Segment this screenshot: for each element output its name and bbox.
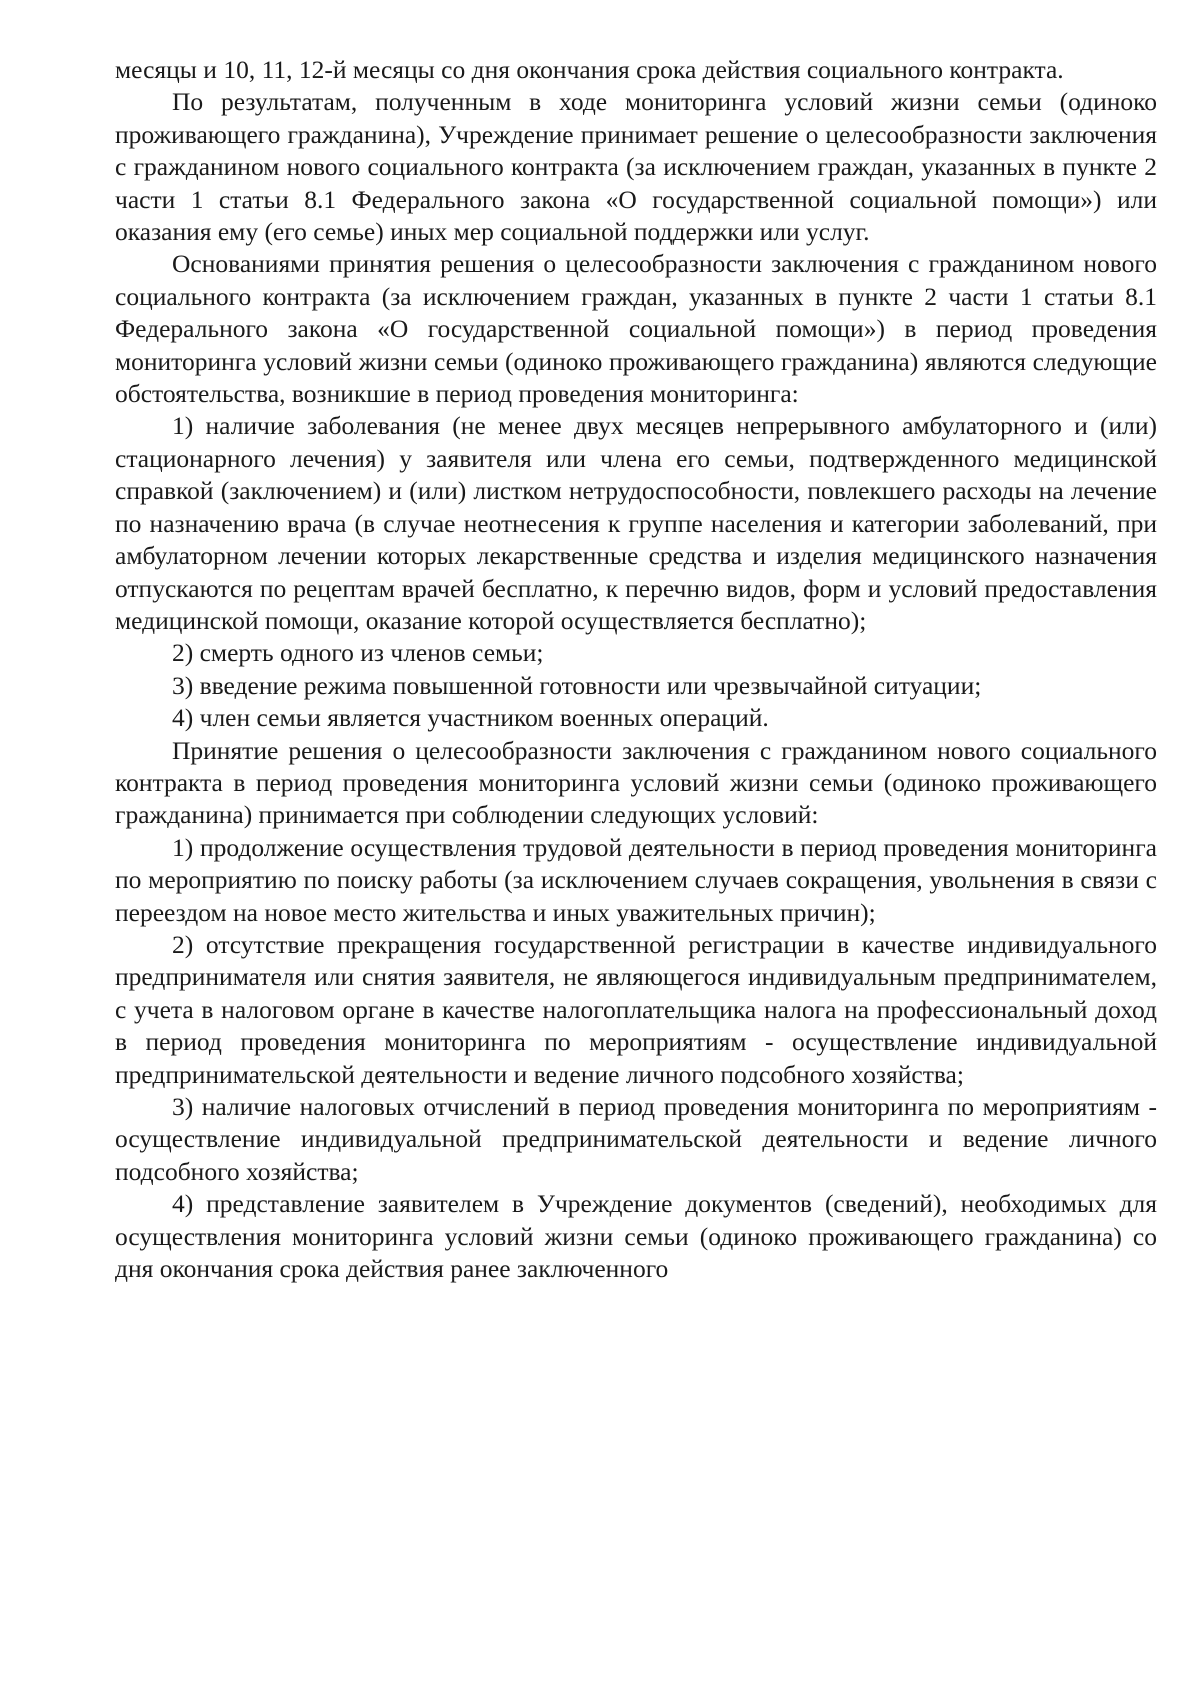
ground-item-4: 4) член семьи является участником военных операций. xyxy=(172,703,769,733)
document-body xyxy=(115,54,1157,1285)
paragraph-continuation: месяцы и 10, 11, 12-й месяцы со дня окончания срока действия социального контракта. xyxy=(115,55,1064,84)
ground-item-3: 3) введение режима повышенной готовности или чрезвычайной ситуации; xyxy=(172,670,982,700)
condition-item-3: 3) наличие налоговых отчислений в период проведения мониторинга по мероприятиям - осуществление индивидуальной предпринимательской деятельности и ведение личного подсобного хозяйства; xyxy=(115,1092,1157,1186)
paragraph-monitoring-results: По результатам, полученным в ходе мониторинга условий жизни семьи (одиноко проживающего гражданина), Учреждение принимает решение о целесообразности заключения с гражданином нового социального контракта (за исключением граждан, указанных в пункте 2 части 1 статьи 8.1 Федерального закона «О государственной социальной помощи») или оказания ему (его семье) иных мер социальной поддержки или услуг. xyxy=(115,87,1157,247)
paragraph-conditions: Принятие решения о целесообразности заключения с гражданином нового социального контракта в период проведения мониторинга условий жизни семьи (одиноко проживающего гражданина) принимается при соблюдении следующих условий: xyxy=(115,735,1157,830)
condition-item-2: 2) отсутствие прекращения государственной регистрации в качестве индивидуального предпринимателя или снятия заявителя, не являющегося индивидуальным предпринимателем, с учета в налоговом органе в качестве налогоплательщика налога на профессиональный доход в период проведения мониторинга по мероприятиям - осуществление индивидуальной предпринимательской деятельности и ведение личного подсобного хозяйства; xyxy=(115,929,1157,1089)
ground-item-1: 1) наличие заболевания (не менее двух месяцев непрерывного амбулаторного и (или) стационарного лечения) у заявителя или члена его семьи, подтвержденного медицинской справкой (заключением) и (или) листком нетрудоспособности, повлекшего расходы на лечение по назначению врача (в случае неотнесения к группе населения и категории заболеваний, при амбулаторном лечении которых лекарственные средства и изделия медицинского назначения отпускаются по рецептам врачей бесплатно, к перечню видов, форм и условий предоставления медицинской помощи, оказание которой осуществляется бесплатно); xyxy=(115,411,1157,635)
condition-item-1: 1) продолжение осуществления трудовой деятельности в период проведения мониторинга по мероприятию по поиску работы (за исключением случаев сокращения, увольнения в связи с переездом на новое место жительства и иных уважительных причин); xyxy=(115,832,1157,927)
paragraph-grounds: Основаниями принятия решения о целесообразности заключения с гражданином нового социального контракта (за исключением граждан, указанных в пункте 2 части 1 статьи 8.1 Федерального закона «О государственной социальной помощи») в период проведения мониторинга условий жизни семьи (одиноко проживающего гражданина) являются следующие обстоятельства, возникшие в период проведения мониторинга: xyxy=(115,249,1157,409)
condition-item-4: 4) представление заявителем в Учреждение документов (сведений), необходимых для осуществления мониторинга условий жизни семьи (одиноко проживающего гражданина) со дня окончания срока действия ранее заключенного xyxy=(115,1189,1157,1284)
ground-item-2: 2) смерть одного из членов семьи; xyxy=(172,638,544,668)
